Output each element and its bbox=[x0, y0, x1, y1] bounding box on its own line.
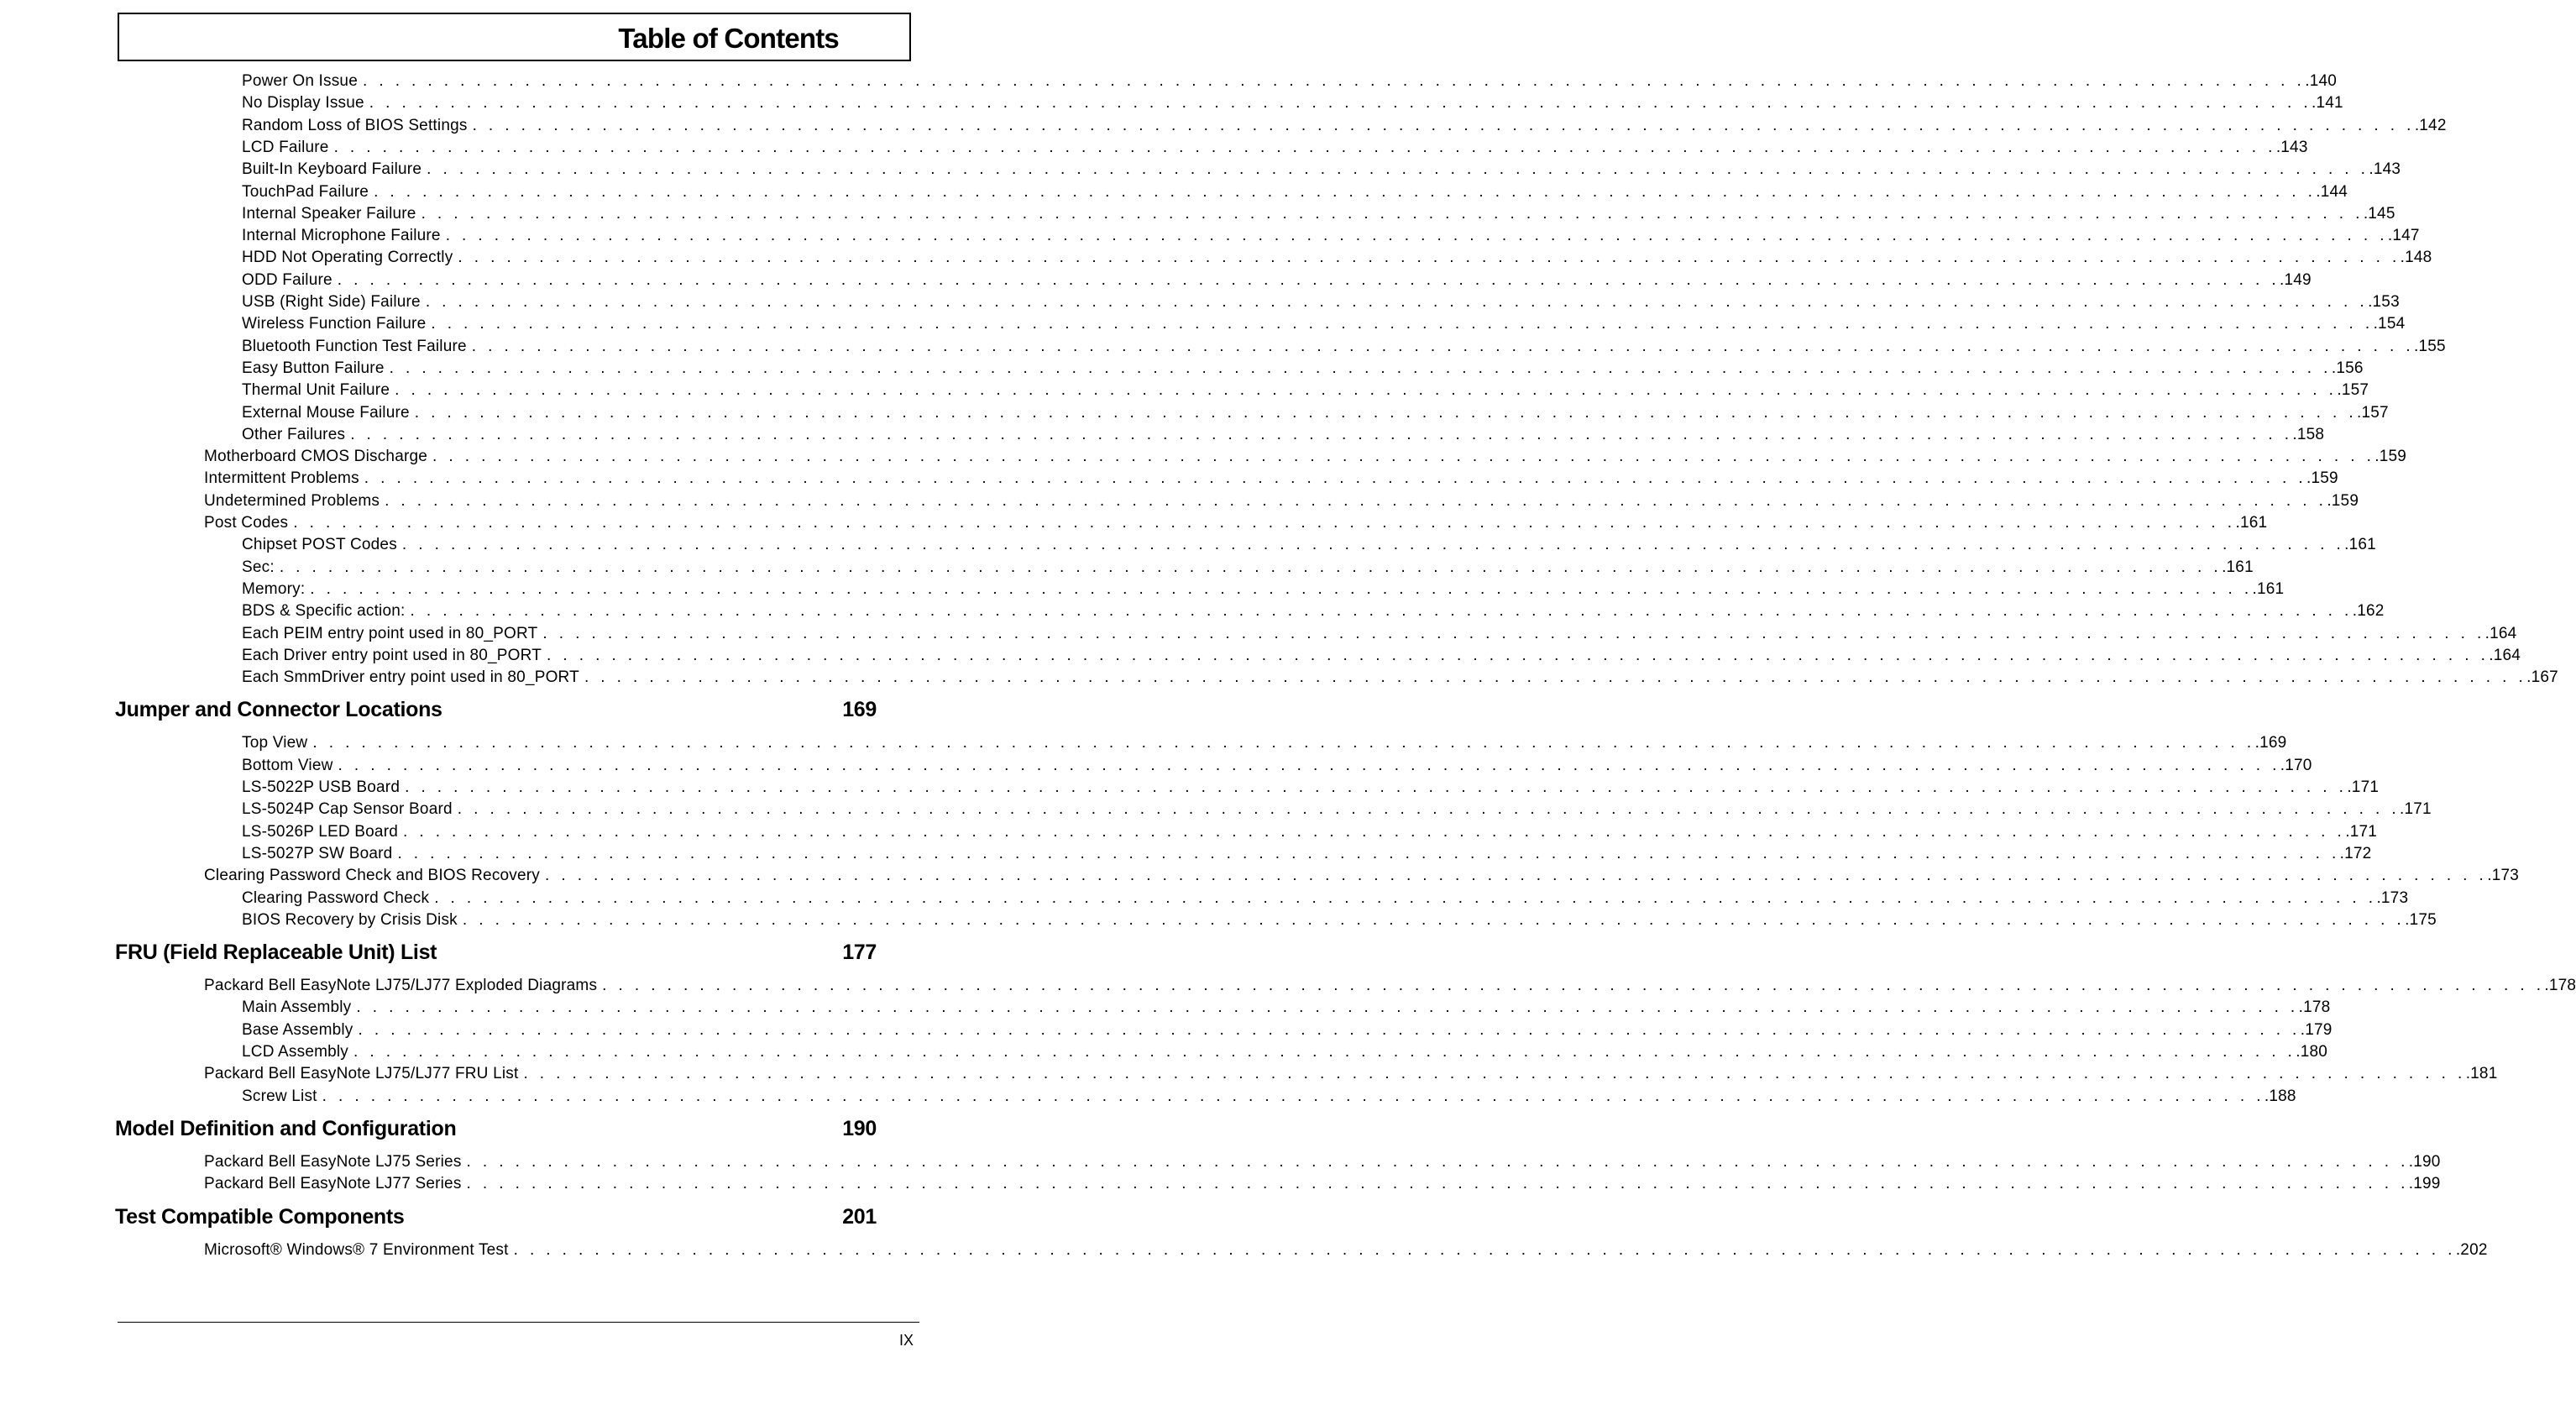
toc-entry-title: Clearing Password Check bbox=[242, 888, 430, 907]
footer-divider bbox=[118, 1322, 919, 1323]
dot-leader: . . . . . . . . . . . . . . . . . . . . . . . . . . . . . . . . . . . . . . . . . . . . . . . . . . . . . . . . . . . . . . . . . . . . . . . . . . . . . . . . . . . . . . . . . . . . . . . . . . . . . . . . . . . . . . . . . . . . . . . . bbox=[353, 1043, 2296, 1061]
toc-entry-title: Built-In Keyboard Failure bbox=[242, 160, 422, 179]
toc-entry[interactable] bbox=[242, 226, 2420, 246]
toc-chapter-page: 201 bbox=[842, 1204, 877, 1229]
dot-leader: . . . . . . . . . . . . . . . . . . . . . . . . . . . . . . . . . . . . . . . . . . . . . . . . . . . . . . . . . . . . . . . . . . . . . . . . . . . . . . . . . . . . . . . . . . . . . . . . . . . . . . . . . . . . . . . . . . . . . . . . bbox=[312, 734, 2255, 752]
toc-entry[interactable] bbox=[204, 447, 2407, 467]
toc-entry-page: .171 bbox=[2400, 800, 2432, 819]
toc-entry[interactable] bbox=[242, 116, 2447, 136]
toc-entry-title: Bluetooth Function Test Failure bbox=[242, 337, 467, 355]
toc-entry-page: .178 bbox=[2544, 977, 2576, 995]
toc-entry-page: .178 bbox=[2298, 998, 2331, 1017]
toc-entry-title: Screw List bbox=[242, 1087, 317, 1105]
toc-entry-page: .172 bbox=[2339, 844, 2372, 862]
dot-leader: . . . . . . . . . . . . . . . . . . . . . . . . . . . . . . . . . . . . . . . . . . . . . . . . . . . . . . . . . . . . . . . . . . . . . . . . . . . . . . . . . . . . . . . . . . . . . . . . . . . . . . . . . . . . . . . . . . . . . . . . bbox=[310, 579, 2253, 598]
toc-entry-page: .175 bbox=[2405, 910, 2437, 929]
toc-entry[interactable] bbox=[204, 491, 2359, 511]
toc-entry-title: BIOS Recovery by Crisis Disk bbox=[242, 910, 458, 929]
toc-entry-title: Thermal Unit Failure bbox=[242, 381, 390, 400]
toc-entry[interactable] bbox=[242, 138, 2308, 158]
toc-entry[interactable] bbox=[242, 998, 2331, 1018]
toc-entry-page: .147 bbox=[2387, 227, 2420, 245]
toc-entry-page: .167 bbox=[2526, 668, 2558, 687]
toc-entry-title: Main Assembly bbox=[242, 998, 352, 1017]
dot-leader: . . . . . . . . . . . . . . . . . . . . . . . . . . . . . . . . . . . . . . . . . . . . . . . . . . . . . . . . . . . . . . . . . . . . . . . . . . . . . . . . . . . . . . . . . . . . . . . . . . . . . . . . . . . . . . . . . . . . . . . . bbox=[421, 204, 2364, 223]
toc-chapter[interactable] bbox=[115, 939, 877, 966]
toc-entry[interactable] bbox=[242, 799, 2432, 820]
dot-leader: . . . . . . . . . . . . . . . . . . . . . . . . . . . . . . . . . . . . . . . . . . . . . . . . . . . . . . . . . . . . . . . . . . . . . . . . . . . . . . . . . . . . . . . . . . . . . . . . . . . . . . . . . . . . . . . . . . . . . . . . bbox=[432, 448, 2375, 466]
toc-entry-page: .161 bbox=[2344, 536, 2376, 554]
toc-entry-page: .162 bbox=[2352, 602, 2385, 621]
dot-leader: . . . . . . . . . . . . . . . . . . . . . . . . . . . . . . . . . . . . . . . . . . . . . . . . . . . . . . . . . . . . . . . . . . . . . . . . . . . . . . . . . . . . . . . . . . . . . . . . . . . . . . . . . . . . . . . . . . . . . . . . bbox=[472, 116, 2415, 134]
toc-entry[interactable] bbox=[242, 535, 2376, 555]
toc-entry[interactable] bbox=[242, 579, 2285, 600]
toc-entry-title: Bottom View bbox=[242, 756, 333, 774]
toc-entry[interactable] bbox=[242, 160, 2401, 180]
footer-page-number: IX bbox=[898, 1332, 914, 1349]
toc-entry-title: BDS & Specific action: bbox=[242, 602, 406, 621]
toc-entry-title: LS-5024P Cap Sensor Board bbox=[242, 800, 453, 819]
toc-entry-title: Intermittent Problems bbox=[204, 469, 359, 488]
toc-entry-title: Wireless Function Failure bbox=[242, 315, 427, 333]
toc-entry[interactable] bbox=[242, 733, 2287, 753]
dot-leader: . . . . . . . . . . . . . . . . . . . . . . . . . . . . . . . . . . . . . . . . . . . . . . . . . . . . . . . . . . . . . . . . . . . . . . . . . . . . . . . . . . . . . . . . . . . . . . . . . . . . . . . . . . . . . . . . . . . . . . . . bbox=[471, 337, 2415, 355]
toc-entry[interactable] bbox=[242, 601, 2385, 621]
dot-leader: . . . . . . . . . . . . . . . . . . . . . . . . . . . . . . . . . . . . . . . . . . . . . . . . . . . . . . . . . . . . . . . . . . . . . . . . . . . . . . . . . . . . . . . . . . . . . . . . . . . . . . . . . . . . . . . . . . . . . . . . bbox=[584, 668, 2527, 687]
toc-entry[interactable] bbox=[242, 910, 2437, 930]
toc-entry-title: ODD Failure bbox=[242, 270, 332, 289]
toc-entry-page: .143 bbox=[2369, 160, 2401, 179]
toc-entry-title: No Display Issue bbox=[242, 94, 364, 113]
toc-entry[interactable] bbox=[242, 668, 2558, 688]
dot-leader: . . . . . . . . . . . . . . . . . . . . . . . . . . . . . . . . . . . . . . . . . . . . . . . . . . . . . . . . . . . . . . . . . . . . . . . . . . . . . . . . . . . . . . . . . . . . . . . . . . . . . . . . . . . . . . . . . . . . . . . . bbox=[458, 249, 2401, 267]
toc-chapter-title: FRU (Field Replaceable Unit) List bbox=[115, 941, 437, 965]
toc-entry-title: Undetermined Problems bbox=[204, 491, 380, 510]
toc-entry-page: .170 bbox=[2280, 756, 2312, 774]
toc-entry-page: .173 bbox=[2376, 888, 2409, 907]
dot-leader: . . . . . . . . . . . . . . . . . . . . . . . . . . . . . . . . . . . . . . . . . . . . . . . . . . . . . . . . . . . . . . . . . . . . . . . . . . . . . . . . . . . . . . . . . . . . . . . . . . . . . . . . . . . . . . . . . . . . . . . . bbox=[350, 425, 2293, 443]
toc-entry-title: Sec: bbox=[242, 558, 275, 576]
dot-leader: . . . . . . . . . . . . . . . . . . . . . . . . . . . . . . . . . . . . . . . . . . . . . . . . . . . . . . . . . . . . . . . . . . . . . . . . . . . . . . . . . . . . . . . . . . . . . . . . . . . . . . . . . . . . . . . . . . . . . . . . bbox=[338, 756, 2280, 774]
toc-entry-title: LCD Failure bbox=[242, 138, 329, 156]
toc-entry-title: Post Codes bbox=[204, 514, 289, 532]
toc-entry[interactable] bbox=[242, 844, 2372, 864]
toc-entry[interactable] bbox=[242, 1042, 2328, 1062]
toc-entry-page: .190 bbox=[2408, 1152, 2441, 1171]
toc-entry-page: .159 bbox=[2306, 469, 2338, 488]
header-box bbox=[118, 13, 911, 61]
toc-entry-title: Memory: bbox=[242, 579, 306, 598]
toc-entry-page: .142 bbox=[2414, 116, 2447, 134]
toc-entry[interactable] bbox=[204, 866, 2519, 886]
toc-entry-title: Microsoft® Windows® 7 Environment Test bbox=[204, 1240, 509, 1259]
toc-entry[interactable] bbox=[242, 204, 2395, 224]
toc-entry-page: .158 bbox=[2292, 425, 2325, 443]
toc-entry[interactable] bbox=[242, 425, 2325, 445]
dot-leader: . . . . . . . . . . . . . . . . . . . . . . . . . . . . . . . . . . . . . . . . . . . . . . . . . . . . . . . . . . . . . . . . . . . . . . . . . . . . . . . . . . . . . . . . . . . . . . . . . . . . . . . . . . . . . . . . . . . . . . . . bbox=[414, 403, 2357, 422]
dot-leader: . . . . . . . . . . . . . . . . . . . . . . . . . . . . . . . . . . . . . . . . . . . . . . . . . . . . . . . . . . . . . . . . . . . . . . . . . . . . . . . . . . . . . . . . . . . . . . . . . . . . . . . . . . . . . . . . . . . . . . . . bbox=[362, 72, 2306, 90]
toc-entry-page: .153 bbox=[2368, 293, 2400, 311]
toc-entry-title: Easy Button Failure bbox=[242, 359, 385, 377]
dot-leader: . . . . . . . . . . . . . . . . . . . . . . . . . . . . . . . . . . . . . . . . . . . . . . . . . . . . . . . . . . . . . . . . . . . . . . . . . . . . . . . . . . . . . . . . . . . . . . . . . . . . . . . . . . . . . . . . . . . . . . . . bbox=[445, 227, 2388, 245]
toc-entry[interactable] bbox=[242, 182, 2348, 202]
toc-entry-page: .188 bbox=[2264, 1087, 2296, 1105]
toc-entry-title: LS-5027P SW Board bbox=[242, 844, 393, 862]
dot-leader: . . . . . . . . . . . . . . . . . . . . . . . . . . . . . . . . . . . . . . . . . . . . . . . . . . . . . . . . . . . . . . . . . . . . . . . . . . . . . . . . . . . . . . . . . . . . . . . . . . . . . . . . . . . . . . . . . . . . . . . . bbox=[466, 1175, 2409, 1193]
toc-entry-title: LS-5026P LED Board bbox=[242, 822, 398, 841]
dot-leader: . . . . . . . . . . . . . . . . . . . . . . . . . . . . . . . . . . . . . . . . . . . . . . . . . . . . . . . . . . . . . . . . . . . . . . . . . . . . . . . . . . . . . . . . . . . . . . . . . . . . . . . . . . . . . . . . . . . . . . . . bbox=[356, 998, 2299, 1017]
toc-entry-title: TouchPad Failure bbox=[242, 182, 369, 201]
toc-entry-title: Base Assembly bbox=[242, 1020, 353, 1039]
dot-leader: . . . . . . . . . . . . . . . . . . . . . . . . . . . . . . . . . . . . . . . . . . . . . . . . . . . . . . . . . . . . . . . . . . . . . . . . . . . . . . . . . . . . . . . . . . . . . . . . . . . . . . . . . . . . . . . . . . . . . . . . bbox=[322, 1087, 2264, 1105]
toc-entry-title: USB (Right Side) Failure bbox=[242, 293, 421, 311]
toc-entry-title: Packard Bell EasyNote LJ77 Series bbox=[204, 1175, 462, 1193]
toc-entry-page: .171 bbox=[2347, 778, 2380, 796]
dot-leader: . . . . . . . . . . . . . . . . . . . . . . . . . . . . . . . . . . . . . . . . . . . . . . . . . . . . . . . . . . . . . . . . . . . . . . . . . . . . . . . . . . . . . . . . . . . . . . . . . . . . . . . . . . . . . . . . . . . . . . . . bbox=[369, 94, 2312, 113]
toc-entry-page: .141 bbox=[2312, 94, 2343, 113]
toc-entry-page: .148 bbox=[2400, 249, 2432, 267]
dot-leader: . . . . . . . . . . . . . . . . . . . . . . . . . . . . . . . . . . . . . . . . . . . . . . . . . . . . . . . . . . . . . . . . . . . . . . . . . . . . . . . . . . . . . . . . . . . . . . . . . . . . . . . . . . . . . . . . . . . . . . . . bbox=[374, 182, 2317, 201]
toc-chapter-page: 169 bbox=[842, 698, 877, 722]
toc-entry[interactable] bbox=[242, 71, 2337, 92]
dot-leader: . . . . . . . . . . . . . . . . . . . . . . . . . . . . . . . . . . . . . . . . . . . . . . . . . . . . . . . . . . . . . . . . . . . . . . . . . . . . . . . . . . . . . . . . . . . . . . . . . . . . . . . . . . . . . . . . . . . . . . . . bbox=[542, 624, 2485, 642]
toc-entry-page: .159 bbox=[2327, 491, 2359, 510]
toc-entry-page: .164 bbox=[2484, 624, 2517, 642]
toc-chapter-title: Test Compatible Components bbox=[115, 1204, 405, 1229]
toc-entry-page: .149 bbox=[2280, 270, 2312, 289]
dot-leader: . . . . . . . . . . . . . . . . . . . . . . . . . . . . . . . . . . . . . . . . . . . . . . . . . . . . . . . . . . . . . . . . . . . . . . . . . . . . . . . . . . . . . . . . . . . . . . . . . . . . . . . . . . . . . . . . . . . . . . . . bbox=[358, 1020, 2301, 1039]
toc-entry[interactable] bbox=[242, 359, 2364, 379]
dot-leader: . . . . . . . . . . . . . . . . . . . . . . . . . . . . . . . . . . . . . . . . . . . . . . . . . . . . . . . . . . . . . . . . . . . . . . . . . . . . . . . . . . . . . . . . . . . . . . . . . . . . . . . . . . . . . . . . . . . . . . . . bbox=[547, 646, 2490, 664]
dot-leader: . . . . . . . . . . . . . . . . . . . . . . . . . . . . . . . . . . . . . . . . . . . . . . . . . . . . . . . . . . . . . . . . . . . . . . . . . . . . . . . . . . . . . . . . . . . . . . . . . . . . . . . . . . . . . . . . . . . . . . . . bbox=[544, 867, 2488, 885]
toc-entry-page: .157 bbox=[2337, 381, 2369, 400]
toc-entry-page: .179 bbox=[2300, 1020, 2333, 1039]
dot-leader: . . . . . . . . . . . . . . . . . . . . . . . . . . . . . . . . . . . . . . . . . . . . . . . . . . . . . . . . . . . . . . . . . . . . . . . . . . . . . . . . . . . . . . . . . . . . . . . . . . . . . . . . . . . . . . . . . . . . . . . . bbox=[427, 160, 2369, 179]
toc-entry[interactable] bbox=[242, 380, 2369, 401]
toc-entry-title: Each Driver entry point used in 80_PORT bbox=[242, 646, 542, 664]
toc-entry-title: Internal Microphone Failure bbox=[242, 227, 441, 245]
page-title: Table of Contents bbox=[618, 23, 839, 54]
toc-entry-page: .164 bbox=[2489, 646, 2521, 664]
dot-leader: . . . . . . . . . . . . . . . . . . . . . . . . . . . . . . . . . . . . . . . . . . . . . . . . . . . . . . . . . . . . . . . . . . . . . . . . . . . . . . . . . . . . . . . . . . . . . . . . . . . . . . . . . . . . . . . . . . . . . . . . bbox=[602, 977, 2545, 995]
toc-entry[interactable] bbox=[242, 778, 2380, 798]
toc-entry-title: Each SmmDriver entry point used in 80_PORT bbox=[242, 668, 579, 687]
dot-leader: . . . . . . . . . . . . . . . . . . . . . . . . . . . . . . . . . . . . . . . . . . . . . . . . . . . . . . . . . . . . . . . . . . . . . . . . . . . . . . . . . . . . . . . . . . . . . . . . . . . . . . . . . . . . . . . . . . . . . . . . bbox=[395, 381, 2338, 400]
toc-entry-title: Motherboard CMOS Discharge bbox=[204, 448, 428, 466]
toc-entry[interactable] bbox=[204, 1064, 2498, 1084]
toc-entry[interactable] bbox=[204, 1152, 2441, 1172]
toc-entry-title: HDD Not Operating Correctly bbox=[242, 249, 453, 267]
dot-leader: . . . . . . . . . . . . . . . . . . . . . . . . . . . . . . . . . . . . . . . . . . . . . . . . . . . . . . . . . . . . . . . . . . . . . . . . . . . . . . . . . . . . . . . . . . . . . . . . . . . . . . . . . . . . . . . . . . . . . . . . bbox=[457, 800, 2400, 819]
dot-leader: . . . . . . . . . . . . . . . . . . . . . . . . . . . . . . . . . . . . . . . . . . . . . . . . . . . . . . . . . . . . . . . . . . . . . . . . . . . . . . . . . . . . . . . . . . . . . . . . . . . . . . . . . . . . . . . . . . . . . . . . bbox=[333, 138, 2276, 156]
toc-entry[interactable] bbox=[242, 292, 2400, 312]
toc-entry-title: Power On Issue bbox=[242, 72, 358, 90]
dot-leader: . . . . . . . . . . . . . . . . . . . . . . . . . . . . . . . . . . . . . . . . . . . . . . . . . . . . . . . . . . . . . . . . . . . . . . . . . . . . . . . . . . . . . . . . . . . . . . . . . . . . . . . . . . . . . . . . . . . . . . . . bbox=[466, 1152, 2409, 1171]
toc-entry[interactable] bbox=[242, 558, 2254, 578]
toc-entry[interactable] bbox=[204, 469, 2338, 489]
toc-entry[interactable] bbox=[242, 314, 2406, 334]
dot-leader: . . . . . . . . . . . . . . . . . . . . . . . . . . . . . . . . . . . . . . . . . . . . . . . . . . . . . . . . . . . . . . . . . . . . . . . . . . . . . . . . . . . . . . . . . . . . . . . . . . . . . . . . . . . . . . . . . . . . . . . . bbox=[434, 888, 2377, 907]
toc-entry-page: .180 bbox=[2296, 1043, 2328, 1061]
toc-entry-page: .169 bbox=[2254, 734, 2287, 752]
toc-entry-page: .181 bbox=[2465, 1065, 2498, 1083]
toc-entry[interactable] bbox=[242, 270, 2312, 291]
toc-entry[interactable] bbox=[242, 248, 2432, 268]
toc-entry-page: .171 bbox=[2345, 822, 2377, 841]
toc-entry-page: .143 bbox=[2275, 138, 2308, 156]
toc-chapter-page: 190 bbox=[842, 1116, 877, 1140]
toc-entry[interactable] bbox=[204, 513, 2268, 533]
toc-entry[interactable] bbox=[204, 1174, 2441, 1194]
toc-entry-title: Packard Bell EasyNote LJ75/LJ77 FRU List bbox=[204, 1065, 519, 1083]
dot-leader: . . . . . . . . . . . . . . . . . . . . . . . . . . . . . . . . . . . . . . . . . . . . . . . . . . . . . . . . . . . . . . . . . . . . . . . . . . . . . . . . . . . . . . . . . . . . . . . . . . . . . . . . . . . . . . . . . . . . . . . . bbox=[402, 822, 2346, 841]
toc-entry[interactable] bbox=[242, 822, 2377, 842]
dot-leader: . . . . . . . . . . . . . . . . . . . . . . . . . . . . . . . . . . . . . . . . . . . . . . . . . . . . . . . . . . . . . . . . . . . . . . . . . . . . . . . . . . . . . . . . . . . . . . . . . . . . . . . . . . . . . . . . . . . . . . . . bbox=[337, 270, 2280, 289]
dot-leader: . . . . . . . . . . . . . . . . . . . . . . . . . . . . . . . . . . . . . . . . . . . . . . . . . . . . . . . . . . . . . . . . . . . . . . . . . . . . . . . . . . . . . . . . . . . . . . . . . . . . . . . . . . . . . . . . . . . . . . . . bbox=[431, 315, 2374, 333]
toc-entry-page: .157 bbox=[2357, 403, 2389, 422]
toc-entry-page: .140 bbox=[2305, 72, 2337, 90]
toc-entry-page: .161 bbox=[2222, 558, 2254, 576]
dot-leader: . . . . . . . . . . . . . . . . . . . . . . . . . . . . . . . . . . . . . . . . . . . . . . . . . . . . . . . . . . . . . . . . . . . . . . . . . . . . . . . . . . . . . . . . . . . . . . . . . . . . . . . . . . . . . . . . . . . . . . . . bbox=[425, 293, 2369, 311]
dot-leader: . . . . . . . . . . . . . . . . . . . . . . . . . . . . . . . . . . . . . . . . . . . . . . . . . . . . . . . . . . . . . . . . . . . . . . . . . . . . . . . . . . . . . . . . . . . . . . . . . . . . . . . . . . . . . . . . . . . . . . . . bbox=[513, 1240, 2456, 1259]
dot-leader: . . . . . . . . . . . . . . . . . . . . . . . . . . . . . . . . . . . . . . . . . . . . . . . . . . . . . . . . . . . . . . . . . . . . . . . . . . . . . . . . . . . . . . . . . . . . . . . . . . . . . . . . . . . . . . . . . . . . . . . . bbox=[279, 558, 2223, 576]
dot-leader: . . . . . . . . . . . . . . . . . . . . . . . . . . . . . . . . . . . . . . . . . . . . . . . . . . . . . . . . . . . . . . . . . . . . . . . . . . . . . . . . . . . . . . . . . . . . . . . . . . . . . . . . . . . . . . . . . . . . . . . . bbox=[410, 602, 2353, 621]
dot-leader: . . . . . . . . . . . . . . . . . . . . . . . . . . . . . . . . . . . . . . . . . . . . . . . . . . . . . . . . . . . . . . . . . . . . . . . . . . . . . . . . . . . . . . . . . . . . . . . . . . . . . . . . . . . . . . . . . . . . . . . . bbox=[462, 910, 2406, 929]
toc-chapter-title: Jumper and Connector Locations bbox=[115, 698, 442, 722]
toc-entry[interactable] bbox=[204, 976, 2576, 996]
toc-entry-page: .145 bbox=[2363, 204, 2395, 223]
toc-entry[interactable] bbox=[242, 888, 2409, 909]
dot-leader: . . . . . . . . . . . . . . . . . . . . . . . . . . . . . . . . . . . . . . . . . . . . . . . . . . . . . . . . . . . . . . . . . . . . . . . . . . . . . . . . . . . . . . . . . . . . . . . . . . . . . . . . . . . . . . . . . . . . . . . . bbox=[385, 491, 2327, 510]
toc-entry[interactable] bbox=[242, 1087, 2296, 1107]
toc-entry[interactable] bbox=[242, 646, 2521, 666]
toc-entry-title: External Mouse Failure bbox=[242, 403, 410, 422]
toc-entry-page: .199 bbox=[2408, 1175, 2441, 1193]
toc-entry-title: Random Loss of BIOS Settings bbox=[242, 116, 468, 134]
toc-entry[interactable] bbox=[242, 624, 2517, 644]
toc-chapter[interactable] bbox=[115, 1203, 877, 1230]
toc-entry-title: LS-5022P USB Board bbox=[242, 778, 401, 796]
dot-leader: . . . . . . . . . . . . . . . . . . . . . . . . . . . . . . . . . . . . . . . . . . . . . . . . . . . . . . . . . . . . . . . . . . . . . . . . . . . . . . . . . . . . . . . . . . . . . . . . . . . . . . . . . . . . . . . . . . . . . . . . bbox=[293, 514, 2236, 532]
dot-leader: . . . . . . . . . . . . . . . . . . . . . . . . . . . . . . . . . . . . . . . . . . . . . . . . . . . . . . . . . . . . . . . . . . . . . . . . . . . . . . . . . . . . . . . . . . . . . . . . . . . . . . . . . . . . . . . . . . . . . . . . bbox=[405, 778, 2348, 796]
toc-entry[interactable] bbox=[242, 93, 2343, 113]
toc-entry-page: .202 bbox=[2455, 1240, 2488, 1259]
toc-entry[interactable] bbox=[242, 337, 2446, 357]
toc-entry-page: .161 bbox=[2252, 579, 2285, 598]
toc-entry-title: Packard Bell EasyNote LJ75 Series bbox=[204, 1152, 462, 1171]
toc-entry-title: LCD Assembly bbox=[242, 1043, 348, 1061]
toc-entry-title: Clearing Password Check and BIOS Recovery bbox=[204, 867, 540, 885]
dot-leader: . . . . . . . . . . . . . . . . . . . . . . . . . . . . . . . . . . . . . . . . . . . . . . . . . . . . . . . . . . . . . . . . . . . . . . . . . . . . . . . . . . . . . . . . . . . . . . . . . . . . . . . . . . . . . . . . . . . . . . . . bbox=[397, 844, 2340, 862]
toc-chapter[interactable] bbox=[115, 1115, 877, 1142]
toc-entry-page: .155 bbox=[2414, 337, 2446, 355]
toc-entry-page: .144 bbox=[2316, 182, 2348, 201]
toc-entry[interactable] bbox=[204, 1240, 2488, 1260]
toc-entry-title: Each PEIM entry point used in 80_PORT bbox=[242, 624, 538, 642]
toc-entry-page: .159 bbox=[2374, 448, 2407, 466]
toc-entry[interactable] bbox=[242, 756, 2312, 776]
toc-chapter-page: 177 bbox=[842, 941, 877, 965]
toc-chapter[interactable] bbox=[115, 696, 877, 723]
dot-leader: . . . . . . . . . . . . . . . . . . . . . . . . . . . . . . . . . . . . . . . . . . . . . . . . . . . . . . . . . . . . . . . . . . . . . . . . . . . . . . . . . . . . . . . . . . . . . . . . . . . . . . . . . . . . . . . . . . . . . . . . bbox=[389, 359, 2332, 377]
toc-entry-title: Internal Speaker Failure bbox=[242, 204, 416, 223]
toc-entry-title: Chipset POST Codes bbox=[242, 536, 397, 554]
toc-entry-page: .154 bbox=[2373, 315, 2406, 333]
toc-chapter-title: Model Definition and Configuration bbox=[115, 1116, 457, 1140]
dot-leader: . . . . . . . . . . . . . . . . . . . . . . . . . . . . . . . . . . . . . . . . . . . . . . . . . . . . . . . . . . . . . . . . . . . . . . . . . . . . . . . . . . . . . . . . . . . . . . . . . . . . . . . . . . . . . . . . . . . . . . . . bbox=[401, 536, 2345, 554]
toc-entry[interactable] bbox=[242, 403, 2389, 423]
toc-entry-title: Top View bbox=[242, 734, 308, 752]
toc-entry-page: .173 bbox=[2487, 867, 2519, 885]
dot-leader: . . . . . . . . . . . . . . . . . . . . . . . . . . . . . . . . . . . . . . . . . . . . . . . . . . . . . . . . . . . . . . . . . . . . . . . . . . . . . . . . . . . . . . . . . . . . . . . . . . . . . . . . . . . . . . . . . . . . . . . . bbox=[364, 469, 2306, 488]
toc-entry-title: Packard Bell EasyNote LJ75/LJ77 Exploded Diagrams bbox=[204, 977, 598, 995]
toc-entry-page: .156 bbox=[2331, 359, 2364, 377]
dot-leader: . . . . . . . . . . . . . . . . . . . . . . . . . . . . . . . . . . . . . . . . . . . . . . . . . . . . . . . . . . . . . . . . . . . . . . . . . . . . . . . . . . . . . . . . . . . . . . . . . . . . . . . . . . . . . . . . . . . . . . . . bbox=[523, 1065, 2466, 1083]
toc-entry[interactable] bbox=[242, 1020, 2333, 1040]
toc-entry-title: Other Failures bbox=[242, 425, 346, 443]
toc-entry-page: .161 bbox=[2235, 514, 2268, 532]
